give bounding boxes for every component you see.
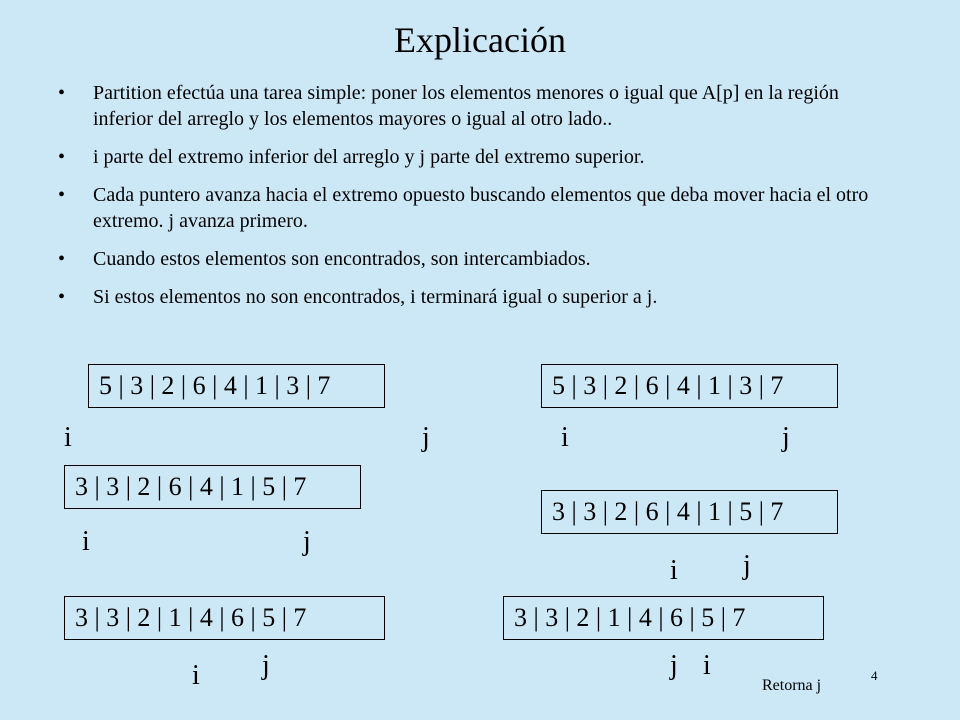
array-box-step1: 5 | 3 | 2 | 6 | 4 | 1 | 3 | 7 (88, 364, 385, 408)
slide-title: Explicación (394, 20, 566, 60)
array-box-step6: 3 | 3 | 2 | 1 | 4 | 6 | 5 | 7 (503, 596, 824, 640)
pointer-i: i (703, 650, 711, 681)
array-box-step5: 3 | 3 | 2 | 1 | 4 | 6 | 5 | 7 (64, 596, 385, 640)
bullet-icon: • (58, 146, 66, 168)
bullet-item (58, 246, 878, 272)
bullet-list (58, 80, 878, 322)
bullet-icon: • (58, 82, 66, 104)
pointer-j: j (782, 422, 790, 453)
bullet-text: i parte del extremo inferior del arreglo y j parte del extremo superior. (93, 146, 645, 168)
bullet-item (58, 182, 878, 234)
pointer-j: j (303, 526, 311, 557)
bullet-icon: • (58, 286, 66, 308)
pointer-j: j (670, 650, 678, 681)
pointer-i: i (561, 422, 569, 453)
pointer-j: j (262, 650, 270, 681)
bullet-item (58, 144, 878, 170)
bullet-item (58, 80, 878, 132)
pointer-i: i (82, 526, 90, 557)
array-box-step2: 5 | 3 | 2 | 6 | 4 | 1 | 3 | 7 (541, 364, 838, 408)
bullet-text: Cuando estos elementos son encontrados, son intercambiados. (93, 248, 591, 270)
bullet-text: Cada puntero avanza hacia el extremo opuesto buscando elementos que deba mover hacia el otro extremo. j avanza primero. (93, 184, 869, 232)
bullet-item (58, 284, 878, 310)
pointer-i: i (192, 660, 200, 691)
bullet-icon: • (58, 248, 66, 270)
bullet-text: Partition efectúa una tarea simple: poner los elementos menores o igual que A[p] en la región inferior del arreglo y los elementos mayores o igual al otro lado.. (93, 82, 839, 130)
pointer-j: j (422, 422, 430, 453)
page-number: 4 (871, 668, 878, 683)
bullet-text: Si estos elementos no son encontrados, i terminará igual o superior a j. (93, 286, 658, 308)
pointer-i: i (670, 555, 678, 586)
array-box-step3: 3 | 3 | 2 | 6 | 4 | 1 | 5 | 7 (64, 465, 361, 509)
bullet-icon: • (58, 184, 66, 206)
pointer-i: i (64, 422, 72, 453)
return-note: Retorna j (762, 677, 822, 694)
array-box-step4: 3 | 3 | 2 | 6 | 4 | 1 | 5 | 7 (541, 490, 838, 534)
pointer-j: j (743, 550, 751, 581)
